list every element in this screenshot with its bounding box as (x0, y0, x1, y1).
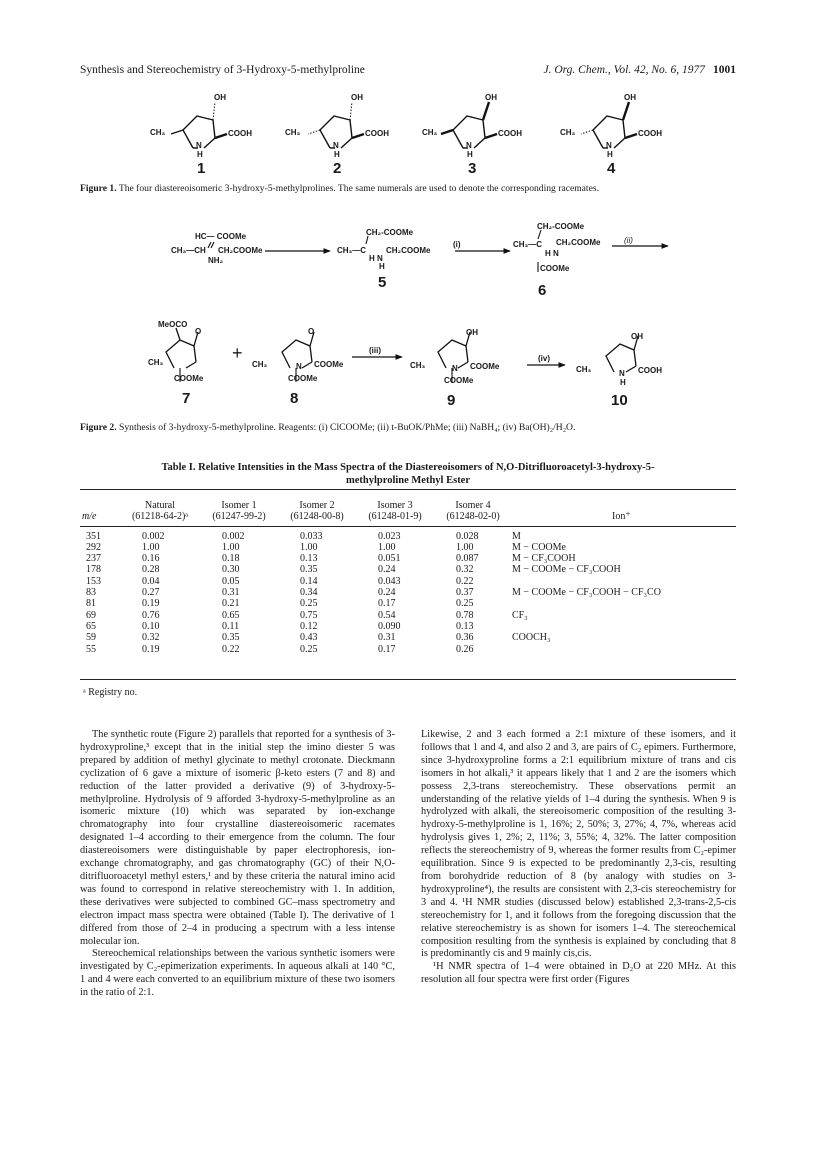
header-cell: Ion⁺ (612, 511, 631, 523)
f2-ch3ch: CH₃—CH (171, 246, 206, 255)
compound-number-3: 3 (468, 160, 477, 177)
intensity-cell: 0.22 (456, 575, 474, 587)
f1-s4-oh: OH (624, 93, 636, 102)
header-cell: Natural (145, 500, 175, 511)
intensity-cell: 0.78 (456, 609, 474, 621)
mz-cell: 237 (86, 553, 101, 565)
intensity-cell: 0.36 (456, 632, 474, 644)
intensity-cell: 0.043 (378, 575, 401, 587)
intensity-cell: 1.00 (142, 541, 160, 553)
f2-step-iv: (iv) (538, 354, 550, 363)
intensity-cell: 0.12 (300, 620, 318, 632)
body-left-column (80, 729, 395, 1000)
intensity-cell: 0.033 (300, 530, 323, 542)
f1-s2-cooh: COOH (365, 129, 389, 138)
mz-cell: 55 (86, 643, 96, 655)
f2-step-iii: (iii) (369, 346, 381, 355)
f1-s4-n: N (606, 141, 612, 150)
f2-hc-coome: HC— COOMe (195, 232, 247, 241)
mz-cell: 153 (86, 575, 101, 587)
header-cell: (61248-00-8) (290, 511, 344, 523)
table-footnote: ᵃ Registry no. (83, 687, 138, 698)
mz-cell: 351 (86, 530, 101, 542)
intensity-cell: 0.65 (222, 609, 240, 621)
intensity-cell: 1.00 (222, 541, 240, 553)
intensity-cell: 0.17 (378, 643, 396, 655)
f1-s3-oh: OH (485, 93, 497, 102)
f2-nh2: NH₂ (208, 256, 224, 265)
f2-10-h: H (620, 378, 626, 387)
compound-number-2: 2 (333, 160, 342, 177)
ion-cell (512, 598, 736, 609)
f2-step-ii: (ii) (624, 236, 633, 245)
body-right-column (421, 729, 736, 987)
intensity-cell: 0.31 (222, 587, 240, 599)
f1-s4-h: H (607, 150, 613, 159)
f1-s1-ch3: CH₃ (150, 128, 166, 137)
header-cell: Isomer 2 (299, 500, 335, 511)
intensity-cell: 0.18 (222, 553, 240, 565)
table-row (80, 621, 736, 632)
ion-cell: M − COOMe − CF₃COOH − CF₃CO (512, 587, 661, 599)
figure1-caption-label: Figure 1. (80, 183, 117, 194)
f2-5-hn: H N (369, 254, 383, 263)
intensity-cell: 0.25 (456, 598, 474, 610)
intensity-cell: 0.14 (300, 575, 318, 587)
intensity-cell: 0.75 (300, 609, 318, 621)
intensity-cell: 0.43 (300, 632, 318, 644)
ion-cell (512, 621, 736, 632)
table-top-rule (80, 489, 736, 490)
intensity-cell: 0.25 (300, 598, 318, 610)
figure2-caption-label: Figure 2. (80, 422, 117, 433)
table-row (80, 610, 736, 621)
running-title: Synthesis and Stereochemistry of 3-Hydroxy-5-methylproline (80, 64, 365, 76)
f2-9-coome: COOMe (470, 362, 500, 371)
f1-s1-oh: OH (214, 93, 226, 102)
f2-6-ch3c: CH₃—C (513, 240, 543, 249)
intensity-cell: 0.28 (142, 564, 160, 576)
f2-5-ch3c: CH₃—C (337, 246, 367, 255)
f2-9-ch3: CH₃ (410, 361, 426, 370)
f2-7-meoco: MeOCO (158, 320, 188, 329)
intensity-cell: 0.05 (222, 575, 240, 587)
compound-number-6: 6 (538, 282, 547, 299)
mz-cell: 83 (86, 587, 96, 599)
intensity-cell: 0.13 (456, 620, 474, 632)
paragraph: Likewise, 2 and 3 each formed a 2:1 mixture of these isomers, and it follows that 1 and 4, and also 2 and 3, are pairs of C₂ epimers. Furthermore, since 3-hydroxyproline forms a 2:1 equilibrium mixture of trans and cis isomers in hot alkali,³ it appears likely that 1 and 2 are the isomers which possess 2,3-trans stereochemistry. These observations permit an understanding of the relative yields of 1–4 during the synthesis. When 9 is hydrolyzed with alkali, the stereoisomeric composition of the resulting 3-hydroxy-5-methylproline is 1, 16%; 2, 50%; 3, 27%; 4, 7%, whereas acid hydrolysis gives 1, 2%; 2, 11%; 3, 55%; 4, 32%. The latter composition reflects the stereochemistry of 9, whereas the former results from C₂-epimer equilibration. Since 9 is expected to be predominantly 2,3-cis, resulting from borohydride reduction of 8 (by analogy with studies on 3-hydroxyproline⁴), the results are consistent with 2,3-cis stereochemistry for 3 and 4. ¹H NMR studies (discussed below) established 2,3-trans-2,5-cis stereochemistry for 1, and it follows from the foregoing discussion that the relative stereochemistry is as shown for isomers 1–4. The stereochemical composition resulting from the synthesis is explained by concluding that 8 is predominantly cis and 9 mainly cis,cis. (421, 729, 736, 960)
f1-s1-n: N (196, 141, 202, 150)
intensity-cell: 0.26 (456, 643, 474, 655)
compound-number-4: 4 (607, 160, 616, 177)
compound-number-1: 1 (197, 160, 206, 177)
f2-6-coome: COOMe (540, 264, 570, 273)
f2-9-n: N (452, 364, 458, 373)
f2-ch2coome-a: CH₂COOMe (218, 246, 263, 255)
intensity-cell: 0.002 (222, 530, 245, 542)
figure1-structures (0, 0, 816, 200)
header-cell: (61247-99-2) (212, 511, 266, 523)
f2-10-cooh: COOH (638, 366, 662, 375)
f2-6-ch2coome: CH₂COOMe (556, 238, 601, 247)
intensity-cell: 0.002 (142, 530, 165, 542)
table-title-line1: Table I. Relative Intensities in the Mass Spectra of the Diastereoisomers of N,O-Ditrifluoroacetyl-3-hydroxy-5- (161, 462, 655, 473)
table-row (80, 542, 736, 553)
intensity-cell: 0.04 (142, 575, 160, 587)
intensity-cell: 1.00 (456, 541, 474, 553)
intensity-cell: 1.00 (300, 541, 318, 553)
f1-s4-ch3: CH₃ (560, 128, 576, 137)
header-cell: (61248-02-0) (446, 511, 500, 523)
ion-cell (512, 576, 736, 587)
f2-8-o: O (308, 327, 315, 336)
figure2-caption-text: Synthesis of 3-hydroxy-5-methylproline. Reagents: (i) ClCOOMe; (ii) t-BuOK/PhMe; (iii) NaBH₄; (iv) Ba(OH)₂/H₂O. (119, 422, 576, 433)
table-row (80, 632, 736, 643)
header-cell: (61218-64-2)ᵃ (131, 511, 189, 523)
f2-9-oh: OH (466, 328, 478, 337)
intensity-cell: 0.21 (222, 598, 240, 610)
mz-cell: 69 (86, 609, 96, 621)
table-header-row-bottom (80, 511, 736, 522)
f2-9-coome-n: COOMe (444, 376, 474, 385)
compound-number-5: 5 (378, 274, 387, 291)
f1-s1-h: H (197, 150, 203, 159)
intensity-cell: 0.17 (378, 598, 396, 610)
intensity-cell: 0.37 (456, 587, 474, 599)
intensity-cell: 0.10 (142, 620, 160, 632)
f2-8-coome: COOMe (314, 360, 344, 369)
table-title-line2: methylproline Methyl Ester (345, 475, 471, 486)
intensity-cell: 0.087 (456, 553, 479, 565)
header-cell: Isomer 3 (377, 500, 413, 511)
f1-s2-oh: OH (351, 93, 363, 102)
f2-5-h: H (379, 262, 385, 271)
table-header-row-top (80, 500, 736, 511)
mz-cell: 81 (86, 598, 96, 610)
intensity-cell: 0.32 (456, 564, 474, 576)
compound-number-7: 7 (182, 390, 191, 407)
header-cell (512, 500, 736, 511)
f2-10-ch3: CH₃ (576, 365, 592, 374)
f1-s3-ch3: CH₃ (422, 128, 438, 137)
table-row (80, 598, 736, 609)
figure2-caption (80, 422, 740, 433)
f2-7-coome: COOMe (174, 374, 204, 383)
figure1-caption-text: The four diastereoisomeric 3-hydroxy-5-methylprolines. The same numerals are used to denote the corresponding racemates. (118, 183, 599, 194)
table-row (80, 564, 736, 575)
intensity-cell: 0.76 (142, 609, 160, 621)
intensity-cell: 0.19 (142, 643, 160, 655)
header-cell: Isomer 4 (455, 500, 491, 511)
f2-7-ch3: CH₃ (148, 358, 164, 367)
compound-number-9: 9 (447, 392, 456, 409)
intensity-cell: 0.023 (378, 530, 401, 542)
table-row (80, 576, 736, 587)
mz-cell: 65 (86, 620, 96, 632)
intensity-cell: 0.27 (142, 587, 160, 599)
intensity-cell: 0.31 (378, 632, 396, 644)
header-cell: (61248-01-9) (368, 511, 422, 523)
paragraph: ¹H NMR spectra of 1–4 were obtained in D₂O at 220 MHz. At this resolution all four spectra were first order (Figures (421, 961, 736, 986)
intensity-cell: 0.090 (378, 620, 401, 632)
compound-number-8: 8 (290, 390, 299, 407)
f2-5-ch2coome: CH₂COOMe (386, 246, 431, 255)
header-cell: Isomer 1 (221, 500, 257, 511)
f2-8-n: N (296, 362, 302, 371)
intensity-cell: 0.35 (300, 564, 318, 576)
journal-name: J. Org. Chem., Vol. 42, No. 6, 1977 (543, 64, 705, 76)
f2-6-ch2coome: CH₂-COOMe (537, 222, 585, 231)
intensity-cell: 0.34 (300, 587, 318, 599)
f2-8-coome-n: COOMe (288, 374, 318, 383)
header-cell (80, 500, 120, 511)
table-bottom-rule (80, 679, 736, 680)
f2-10-n: N (619, 369, 625, 378)
intensity-cell: 0.11 (222, 620, 240, 632)
ion-cell (512, 644, 736, 655)
f1-s3-cooh: COOH (498, 129, 522, 138)
intensity-cell: 0.19 (142, 598, 160, 610)
f2-5-ch2coome: CH₂-COOMe (366, 228, 414, 237)
plus-sign: + (232, 343, 243, 363)
intensity-cell: 0.051 (378, 553, 401, 565)
mass-spectra-table (80, 500, 736, 655)
table-row (80, 587, 736, 598)
table-row (80, 531, 736, 542)
f1-s2-ch3: CH₃ (285, 128, 301, 137)
f1-s2-n: N (333, 141, 339, 150)
ion-cell: M − COOMe − CF₃COOH (512, 564, 621, 576)
f1-s4-cooh: COOH (638, 129, 662, 138)
f1-s3-h: H (467, 150, 473, 159)
table-title (80, 461, 736, 487)
compound-number-10: 10 (611, 392, 628, 409)
intensity-cell: 0.25 (300, 643, 318, 655)
ion-cell: CF₃ (512, 609, 528, 621)
f2-8-ch3: CH₃ (252, 360, 268, 369)
mz-cell: 59 (86, 632, 96, 644)
paragraph: The synthetic route (Figure 2) parallels that reported for a synthesis of 3-hydroxyproline,³ except that in the initial step the imino diester 5 was prepared by addition of methyl glycinate to methyl crotonate. Dieckmann cyclization of 6 gave a mixture of isomeric β-keto esters (7 and 8) and reduction of the latter provided a derivative (9) of 3-hydroxy-5-methylproline. Hydrolysis of 9 afforded 3-hydroxy-5-methylproline as an isomeric mixture (10) which was separated by ion-exchange chromatography into four crystalline diastereoisomeric racemates designated 1–4 according to their emergence from the column. The four diastereoisomers were distinguishable by paper electrophoresis, ion-exchange chromatography, and gas chromatography (GC) of their N,O-ditrifluoroacetyl methyl esters,¹ and by these criteria the natural imino acid was found to correspond in relative stereochemistry with 1. In addition, these derivatives were subjected to combined GC–mass spectrometry and electron impact mass spectra were obtained (Table I). The derivative of 1 differed from those of 2–4 in producing a spectrum with a less intense molecular ion. (80, 729, 395, 947)
intensity-cell: 0.24 (378, 564, 396, 576)
intensity-cell: 0.22 (222, 643, 240, 655)
intensity-cell: 0.24 (378, 587, 396, 599)
paragraph: Stereochemical relationships between the various synthetic isomers were investigated by C₂-epimerization experiments. In aqueous alkali at 140 °C, 1 and 4 were each converted to an equilibrium mixture of these two isomers in the ratio of 2:1. (80, 948, 395, 999)
f1-s1-cooh: COOH (228, 129, 252, 138)
intensity-cell: 0.30 (222, 564, 240, 576)
mz-cell: 178 (86, 564, 101, 576)
intensity-cell: 0.54 (378, 609, 396, 621)
f1-s3-n: N (466, 141, 472, 150)
ion-cell: M − COOMe (512, 541, 566, 553)
intensity-cell: 0.32 (142, 632, 160, 644)
ion-cell: COOCH₃ (512, 632, 551, 644)
header-cell: m/e (82, 511, 97, 523)
mz-cell: 292 (86, 541, 101, 553)
f2-7-o: O (195, 327, 202, 336)
f2-10-oh: OH (631, 332, 643, 341)
figure1-caption (80, 183, 740, 194)
intensity-cell: 1.00 (378, 541, 396, 553)
ion-cell: M (512, 530, 521, 542)
table-row (80, 644, 736, 655)
f2-6-hn: H N (545, 249, 559, 258)
table-row (80, 553, 736, 564)
page-number: 1001 (713, 64, 736, 76)
f2-step-i: (i) (453, 240, 461, 249)
intensity-cell: 0.028 (456, 530, 479, 542)
f1-s2-h: H (334, 150, 340, 159)
intensity-cell: 0.16 (142, 553, 160, 565)
intensity-cell: 0.13 (300, 553, 318, 565)
intensity-cell: 0.35 (222, 632, 240, 644)
ion-cell: M − CF₃COOH (512, 553, 576, 565)
